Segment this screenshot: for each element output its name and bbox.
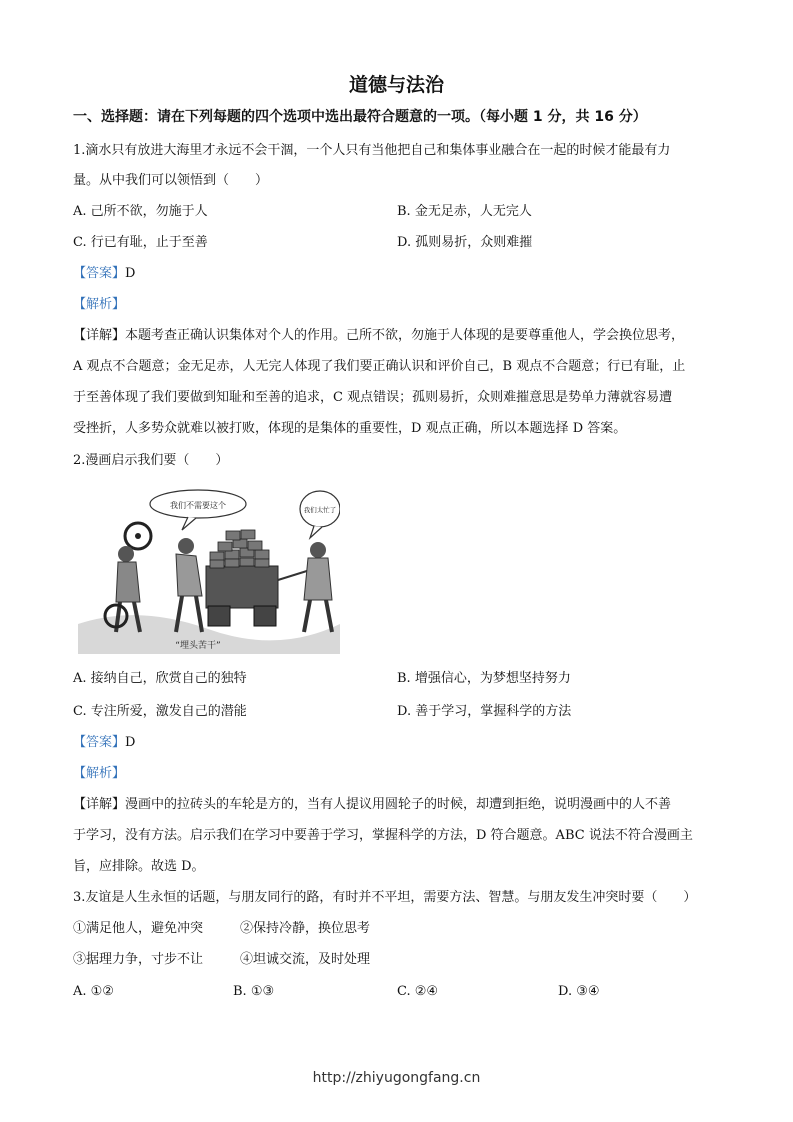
q2-detail-line1 [73, 796, 671, 814]
q2-option-b: B. 增强信心，为梦想坚持努力 [397, 671, 571, 686]
bubble-text-1: 我们不需要这个 [170, 501, 226, 510]
detail-text: 漫画中的拉砖头的车轮是方的，当有人提议用圆轮子的时候，却遭到拒绝，说明漫画中的人不善 [125, 797, 672, 812]
caveman-body-1 [116, 562, 140, 602]
detail-label: 【详解】 [73, 797, 126, 812]
bubble-tail-2 [310, 526, 322, 538]
cart-body [206, 566, 278, 608]
bubble-text-2: 我们太忙了 [303, 506, 337, 514]
q2-answer [73, 734, 135, 752]
q1-option-c: C. 行已有耻，止于至善 [73, 235, 208, 250]
wheel-hub [135, 533, 141, 539]
caveman-head-3 [310, 542, 326, 558]
q1-stem-line1: 1.滴水只有放进大海里才永远不会干涸，一个人只有当他把自己和集体事业融合在一起的时候才能最有力 [73, 143, 671, 158]
brick-pile [210, 530, 269, 568]
caveman-legs-3 [304, 600, 332, 632]
q2-detail-line2: 于学习，没有方法。启示我们在学习中要善于学习，掌握科学的方法，D 符合题意。ABC 说法不符合漫画主 [73, 828, 693, 843]
q1-detail-line3: 于至善体现了我们要做到知耻和至善的追求，C 观点错误；孤则易折，众则难摧意思是势单力薄就容易遭 [73, 390, 673, 405]
q2-option-d: D. 善于学习，掌握科学的方法 [397, 704, 572, 719]
q3-stem: 3.友谊是人生永恒的话题，与朋友同行的路，有时并不平坦，需要方法、智慧。与朋友发生冲突时要（ ） [73, 890, 697, 905]
caveman-body-2 [176, 554, 202, 596]
q1-option-b: B. 金无足赤，人无完人 [397, 204, 532, 219]
caveman-head-2 [178, 538, 194, 554]
q3-option-c: C. ②④ [397, 984, 439, 999]
section-heading: 一、选择题：请在下列每题的四个选项中选出最符合题意的一项。（每小题 1 分，共 16 分） [73, 109, 647, 125]
q2-option-a: A. 接纳自己，欣赏自己的独特 [73, 671, 247, 686]
q2-detail-line3: 旨，应排除。故选 D。 [73, 859, 205, 874]
cartoon-image [78, 484, 340, 654]
q3-option-a: A. ①② [73, 984, 114, 999]
bubble-tail-1 [182, 517, 196, 530]
q2-option-c: C. 专注所爱，激发自己的潜能 [73, 704, 247, 719]
cartoon-caption: “埋头苦干” [175, 641, 221, 651]
caveman-body-3 [304, 558, 332, 600]
square-wheel-back [254, 606, 276, 626]
answer-label: 【答案】 [73, 266, 126, 281]
q3-item-2: ②保持冷静，换位思考 [240, 921, 371, 936]
q1-answer [73, 265, 135, 283]
q1-stem-line2: 量。从中我们可以领悟到（ ） [73, 173, 269, 188]
q1-option-d: D. 孤则易折，众则难摧 [397, 235, 533, 250]
detail-text: 本题考查正确认识集体对个人的作用。己所不欲，勿施于人体现的是要尊重他人，学会换位思考， [125, 328, 685, 343]
pull-rope [278, 570, 310, 580]
footer-url[interactable]: http://zhiyugongfang.cn [312, 1070, 481, 1086]
q3-item-4: ④坦诚交流，及时处理 [240, 952, 371, 967]
page-title: 道德与法治 [348, 74, 444, 96]
q1-detail-line4: 受挫折，人多势众就难以被打败，体现的是集体的重要性，D 观点正确，所以本题选择 D 答案。 [73, 421, 627, 436]
q3-option-b: B. ①③ [233, 984, 275, 999]
detail-label: 【详解】 [73, 328, 126, 343]
q1-detail-line2: A 观点不合题意；金无足赤，人无完人体现了我们要正确认识和评价自己，B 观点不合题意；行已有耻，止 [73, 359, 686, 374]
q1-analysis-label: 【解析】 [73, 297, 126, 312]
q2-analysis-label: 【解析】 [73, 766, 126, 781]
square-wheel-front [208, 606, 230, 626]
q1-option-a: A. 己所不欲，勿施于人 [73, 204, 208, 219]
caveman-head-1 [118, 546, 134, 562]
answer-label: 【答案】 [73, 735, 126, 750]
q3-item-3: ③据理力争，寸步不让 [73, 952, 204, 967]
answer-value: D [125, 735, 136, 750]
q3-option-d: D. ③④ [558, 984, 600, 999]
answer-value: D [125, 266, 136, 281]
q1-detail-line1 [73, 327, 684, 345]
q2-stem: 2.漫画启示我们要（ ） [73, 453, 229, 468]
q3-item-1: ①满足他人，避免冲突 [73, 921, 204, 936]
